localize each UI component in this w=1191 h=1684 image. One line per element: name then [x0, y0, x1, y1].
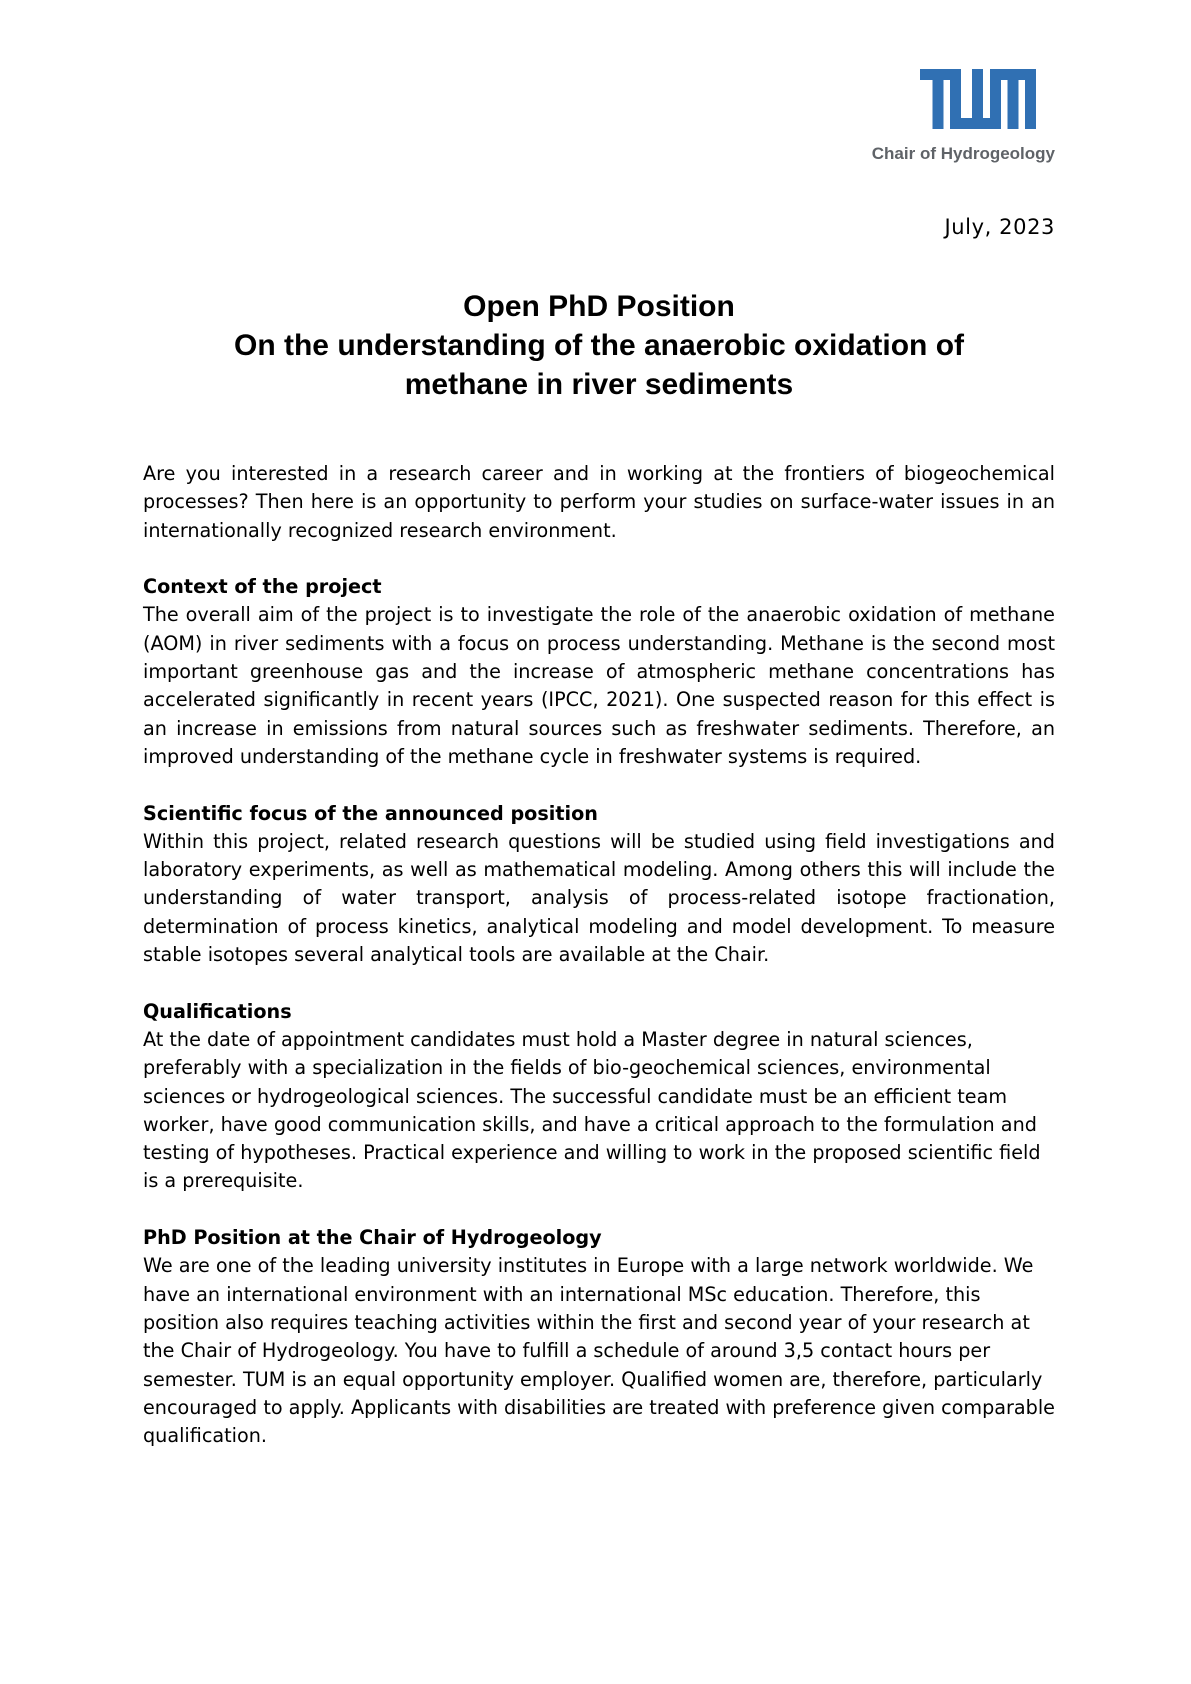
- section-qualifications: [143, 998, 1055, 1196]
- section-paragraph: At the date of appointment candidates must hold a Master degree in natural sciences, preferably with a specialization in the fields of bio-geochemical sciences, environmental sciences or hydrogeological sciences. The successful candidate must be an efficient team worker, have good communication skills, and have a critical approach to the formulation and testing of hypotheses. Practical experience and willing to work in the proposed scientific field is a prerequisite.: [143, 1027, 1041, 1193]
- section-context: [143, 573, 1055, 771]
- tum-logo-icon: [920, 69, 1036, 129]
- section-heading: PhD Position at the Chair of Hydrogeology: [143, 1226, 602, 1250]
- section-paragraph: The overall aim of the project is to investigate the role of the anaerobic oxidation of methane (AOM) in river sediments with a focus on process understanding. Methane is the second most important greenhouse gas and the increase of atmospheric methane concentrations has accelerated significantly in recent years (IPCC, 2021). One suspected reason for this effect is an increase in emissions from natural sources such as freshwater sediments. Therefore, an improved understanding of the methane cycle in freshwater systems is required.: [143, 603, 1055, 768]
- document-date: July, 2023: [944, 215, 1055, 239]
- chair-name: Chair of Hydrogeology: [871, 144, 1055, 163]
- tum-logo: [920, 69, 1036, 129]
- document-title: [143, 287, 1055, 404]
- title-line-2: On the understanding of the anaerobic oxidation of: [233, 329, 965, 362]
- section-heading: Scientific focus of the announced position: [143, 801, 598, 825]
- section-paragraph: We are one of the leading university institutes in Europe with a large network worldwide. We have an international environment with an international MSc education. Therefore, this position also requires teaching activities within the first and second year of your research at the Chair of Hydrogeology. You have to fulfill a schedule of around 3,5 contact hours per semester. TUM is an equal opportunity employer. Qualified women are, therefore, particularly encouraged to apply. Applicants with disabilities are treated with preference given comparable qualification.: [143, 1254, 1055, 1448]
- document-body: [143, 460, 1055, 1479]
- title-line-3: methane in river sediments: [404, 368, 794, 401]
- intro-paragraph: Are you interested in a research career and in working at the frontiers of biogeochemical processes? Then here is an opportunity to perform your studies on surface-water issues in an internationally recognized research environment.: [143, 462, 1055, 542]
- section-paragraph: Within this project, related research questions will be studied using field investigations and laboratory experiments, as well as mathematical modeling. Among others this will include the understanding of water transport, analysis of process-related isotope fractionation, determination of process kinetics, analytical modeling and model development. To measure stable isotopes several analytical tools are available at the Chair.: [143, 829, 1055, 967]
- section-heading: Context of the project: [143, 575, 382, 599]
- section-scientific-focus: [143, 800, 1055, 970]
- title-line-1: Open PhD Position: [463, 290, 735, 323]
- section-heading: Qualifications: [143, 999, 292, 1023]
- section-phd-position: [143, 1224, 1055, 1450]
